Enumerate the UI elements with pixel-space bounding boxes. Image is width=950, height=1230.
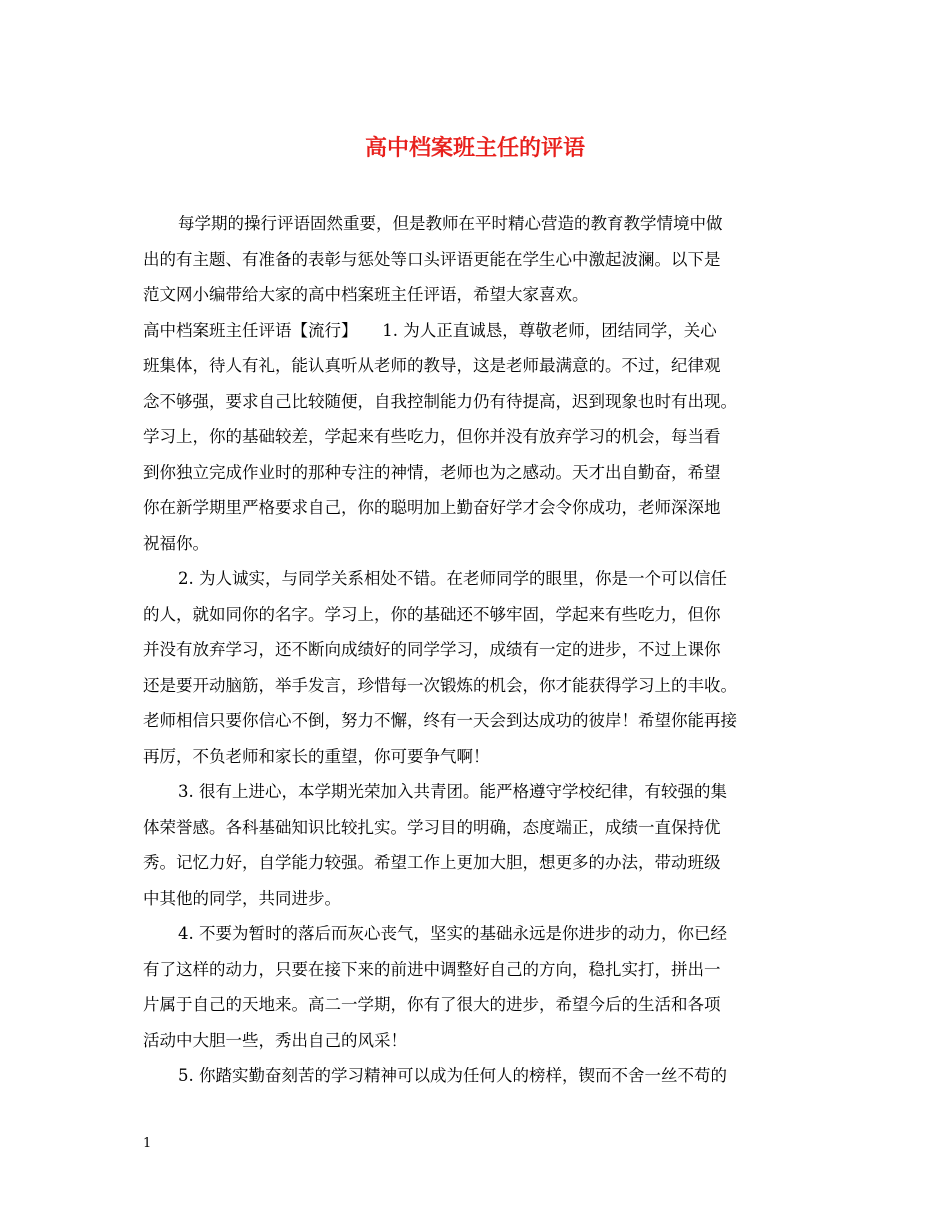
text-line: 祝福你。 <box>143 533 209 553</box>
text-line: 每学期的操行评语固然重要，但是教师在平时精心营造的教育教学情境中做 <box>178 214 723 233</box>
text-line: 并没有放弃学习，还不断向成绩好的同学学习，成绩有一定的进步，不过上课你 <box>143 640 721 659</box>
text-line: 高中档案班主任评语【流行】 1. 为人正直诚恳，尊敬老师，团结同学，关心 <box>143 320 717 340</box>
text-line: 还是要开动脑筋，举手发言，珍惜每一次锻炼的机会，你才能获得学习上的丰收。 <box>143 675 737 695</box>
text-line: 班集体，待人有礼，能认真听从老师的教导，这是老师最满意的。不过，纪律观 <box>143 356 721 375</box>
text-line: 5. 你踏实勤奋刻苦的学习精神可以成为任何人的榜样，锲而不舍一丝不苟的 <box>178 1066 727 1085</box>
text-line: 念不够强，要求自己比较随便，自我控制能力仍有待提高，迟到现象也时有出现。 <box>143 391 737 411</box>
text-line: 出的有主题、有准备的表彰与惩处等口头评语更能在学生心中激起波澜。以下是 <box>143 249 721 269</box>
text-line: 有了这样的动力，只要在接下来的前进中调整好自己的方向，稳扎实打，拼出一 <box>143 959 721 979</box>
document-title: 高中档案班主任的评语 <box>364 135 585 161</box>
page-number: 1 <box>143 1136 152 1151</box>
text-line: 2. 为人诚实，与同学关系相处不错。在老师同学的眼里，你是一个可以信任 <box>178 569 727 588</box>
document-body <box>143 206 815 1094</box>
text-line: 体荣誉感。各科基础知识比较扎实。学习目的明确，态度端正，成绩一直保持优 <box>143 817 721 837</box>
text-line: 活动中大胆一些，秀出自己的风采！ <box>143 1030 407 1050</box>
text-line: 3. 很有上进心，本学期光荣加入共青团。能严格遵守学校纪律，有较强的集 <box>178 782 727 801</box>
text-line: 范文网小编带给大家的高中档案班主任评语，希望大家喜欢。 <box>143 285 589 304</box>
text-line: 学习上，你的基础较差，学起来有些吃力，但你并没有放弃学习的机会，每当看 <box>143 427 721 446</box>
text-line: 中其他的同学，共同进步。 <box>143 888 341 908</box>
text-line: 再厉，不负老师和家长的重望，你可要争气啊！ <box>143 746 490 766</box>
text-line: 4. 不要为暂时的落后而灰心丧气，坚实的基础永远是你进步的动力，你已经 <box>178 924 727 943</box>
text-line: 的人，就如同你的名字。学习上，你的基础还不够牢固，学起来有些吃力，但你 <box>143 604 721 624</box>
text-line: 秀。记忆力好，自学能力较强。希望工作上更加大胆，想更多的办法，带动班级 <box>143 853 721 872</box>
text-line: 片属于自己的天地来。高二一学期，你有了很大的进步，希望今后的生活和各项 <box>143 995 721 1014</box>
text-line: 老师相信只要你信心不倒，努力不懈，终有一天会到达成功的彼岸！希望你能再接 <box>143 711 737 730</box>
text-line: 到你独立完成作业时的那种专注的神情，老师也为之感动。天才出自勤奋，希望 <box>143 462 721 482</box>
text-line: 你在新学期里严格要求自己，你的聪明加上勤奋好学才会令你成功，老师深深地 <box>143 498 721 517</box>
